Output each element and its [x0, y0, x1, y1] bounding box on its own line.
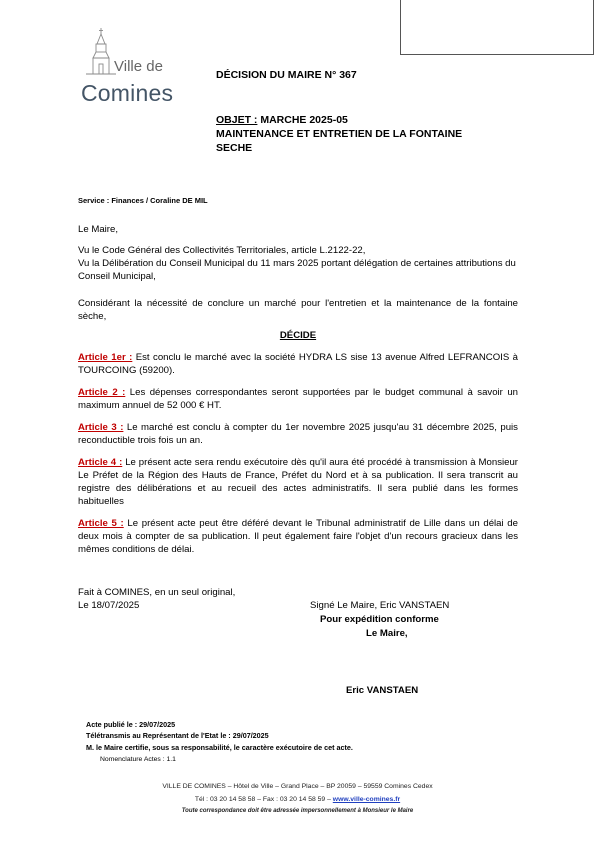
article-5-text: Le présent acte peut être déféré devant le Tribunal administratif de Lille dans un délai de deux mois à compter de sa publication. Il peut également faire l'objet d'un recours gracieux dans les mêmes conditions de délai. — [78, 518, 518, 555]
article-1-title: Article 1er : — [78, 352, 133, 363]
made-at: Fait à COMINES, en un seul original, — [78, 587, 236, 598]
service-line: Service : Finances / Coraline DE MIL — [78, 196, 208, 205]
website-link[interactable]: www.ville-comines.fr — [332, 796, 401, 803]
published-date: Acte publié le : 29/07/2025 — [86, 720, 176, 729]
object-line-2: MAINTENANCE ET ENTRETIEN DE LA FONTAINE — [216, 128, 463, 140]
article-2-title: Article 2 : — [78, 387, 126, 398]
visa-1: Vu le Code Général des Collectivités Territoriales, article L.2122-22, — [78, 245, 366, 256]
article-3-title: Article 3 : — [78, 422, 124, 433]
signed-by: Signé Le Maire, Eric VANSTAEN — [310, 600, 450, 611]
footer-phone-fax: Tél : 03 20 14 58 58 – Fax : 03 20 14 58 59 – — [194, 796, 333, 803]
logo-name-text: Comines — [81, 80, 174, 106]
decision-title: DÉCISION DU MAIRE N° 367 — [216, 69, 357, 81]
article-5 — [78, 517, 518, 556]
decision-date: Le 18/07/2025 — [78, 600, 140, 611]
article-4-text: Le présent acte sera rendu exécutoire dès qu'il aura été procédé à transmission à Monsieur Le Préfet de la Région des Hauts de France, Préfet du Nord et à sa publication. Il sera transcrit au registre des délibérations et au recueil des actes administratifs. Il sera publié dans les formes habituelles — [78, 457, 518, 507]
object-label: OBJET : — [216, 114, 258, 126]
article-1-text: Est conclu le marché avec la société HYDRA LS sise 13 avenue Alfred LEFRANCOIS à TOURCOING (59200). — [78, 352, 518, 376]
article-3-text: Le marché est conclu à compter du 1er novembre 2025 jusqu'au 31 décembre 2025, puis reconductible trois fois un an. — [78, 422, 518, 446]
church-spire-icon — [84, 28, 118, 78]
nomenclature: Nomenclature Actes : 1.1 — [100, 756, 176, 763]
expedition-line: Pour expédition conforme — [320, 614, 439, 625]
article-5-title: Article 5 : — [78, 518, 124, 529]
footer-contact — [0, 795, 595, 805]
article-2-text: Les dépenses correspondantes seront supportées par le budget communal à savoir un maximum annuel de 52 000 € HT. — [78, 387, 518, 411]
mayor-title: Le Maire, — [366, 628, 408, 639]
decision-body — [78, 223, 518, 556]
footer-note: Toute correspondance doit être adressée impersonnellement à Monsieur le Maire — [181, 808, 414, 814]
decide-heading: DÉCIDE — [279, 330, 317, 341]
logo-town-text: Ville de — [114, 58, 163, 75]
object-line-1: MARCHE 2025-05 — [257, 114, 348, 126]
article-4-title: Article 4 : — [78, 457, 123, 468]
transmitted-date: Télétransmis au Représentant de l'Etat le : 29/07/2025 — [86, 731, 269, 740]
signatory-name: Eric VANSTAEN — [346, 685, 419, 696]
town-logo — [80, 28, 195, 108]
article-2 — [78, 386, 518, 412]
footer-address: VILLE DE COMINES – Hôtel de Ville – Grand Place – BP 20059 – 59559 Comines Cedex — [162, 783, 433, 790]
visa-2: Vu la Délibération du Conseil Municipal du 11 mars 2025 portant délégation de certaines attributions du Conseil Municipal, — [78, 258, 516, 282]
decision-object — [216, 113, 462, 155]
article-4 — [78, 456, 518, 508]
considerant: Considérant la nécessité de conclure un marché pour l'entretien et la maintenance de la fontaine sèche, — [78, 298, 518, 322]
object-line-3: SECHE — [216, 142, 253, 154]
certification: M. le Maire certifie, sous sa responsabilité, le caractère exécutoire de cet acte. — [86, 743, 353, 752]
article-3 — [78, 421, 518, 447]
stamp-box — [400, 0, 594, 55]
article-1 — [78, 351, 518, 377]
salutation: Le Maire, — [78, 224, 118, 235]
